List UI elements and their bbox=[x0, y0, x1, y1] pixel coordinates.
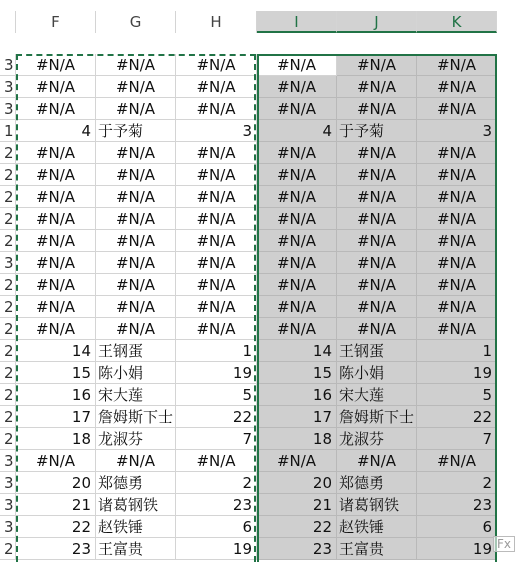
cell-h[interactable]: 5 bbox=[176, 384, 257, 406]
cell-f[interactable]: 4 bbox=[16, 120, 96, 142]
frozen-gap-row bbox=[0, 33, 529, 54]
row-number-cell[interactable]: 3 bbox=[0, 472, 16, 494]
cell-j[interactable]: #N/A bbox=[337, 186, 417, 208]
cell-h[interactable]: #N/A bbox=[176, 230, 257, 252]
cell-f[interactable]: 14 bbox=[16, 340, 96, 362]
cell-f[interactable]: #N/A bbox=[16, 164, 96, 186]
column-header-row bbox=[0, 11, 529, 34]
cell-i[interactable]: #N/A bbox=[257, 208, 337, 230]
cell-g[interactable]: #N/A bbox=[96, 98, 176, 120]
cell-i[interactable]: #N/A bbox=[257, 186, 337, 208]
cell-k[interactable]: #N/A bbox=[417, 252, 497, 274]
row-number-cell[interactable]: 3 bbox=[0, 516, 16, 538]
cell-h[interactable]: 6 bbox=[176, 516, 257, 538]
cell-k[interactable]: 3 bbox=[417, 120, 497, 142]
cell-j[interactable]: #N/A bbox=[337, 164, 417, 186]
cell-g[interactable]: #N/A bbox=[96, 54, 176, 76]
cell-f[interactable]: #N/A bbox=[16, 208, 96, 230]
cell-f[interactable]: #N/A bbox=[16, 318, 96, 340]
cell-i[interactable]: 20 bbox=[257, 472, 337, 494]
cell-k[interactable]: #N/A bbox=[417, 450, 497, 472]
cell-k[interactable]: #N/A bbox=[417, 98, 497, 120]
cell-j[interactable]: #N/A bbox=[337, 296, 417, 318]
row-number-cell[interactable]: 3 bbox=[0, 450, 16, 472]
row-number-cell[interactable]: 2 bbox=[0, 296, 16, 318]
cell-k[interactable]: 23 bbox=[417, 494, 497, 516]
cell-g[interactable]: #N/A bbox=[96, 142, 176, 164]
cell-g[interactable]: #N/A bbox=[96, 208, 176, 230]
cell-j[interactable]: #N/A bbox=[337, 76, 417, 98]
cell-g[interactable]: 王钢蛋 bbox=[96, 340, 176, 362]
row-number-cell[interactable]: 2 bbox=[0, 142, 16, 164]
grid-right-margin bbox=[497, 33, 529, 562]
cell-j[interactable]: 郑德勇 bbox=[337, 472, 417, 494]
cell-i[interactable]: #N/A bbox=[257, 252, 337, 274]
cell-j[interactable]: 宋大莲 bbox=[337, 384, 417, 406]
cell-k[interactable]: #N/A bbox=[417, 296, 497, 318]
cell-j[interactable]: 詹姆斯下士 bbox=[337, 406, 417, 428]
cell-i[interactable]: #N/A bbox=[257, 164, 337, 186]
cell-i[interactable]: #N/A bbox=[257, 54, 337, 76]
cell-k[interactable]: 22 bbox=[417, 406, 497, 428]
cell-h[interactable]: #N/A bbox=[176, 450, 257, 472]
cell-f[interactable]: #N/A bbox=[16, 54, 96, 76]
cell-h[interactable]: 19 bbox=[176, 538, 257, 560]
cell-k[interactable]: 2 bbox=[417, 472, 497, 494]
cell-i[interactable]: #N/A bbox=[257, 296, 337, 318]
cell-i[interactable]: #N/A bbox=[257, 318, 337, 340]
cell-f[interactable]: 21 bbox=[16, 494, 96, 516]
cell-j[interactable]: #N/A bbox=[337, 318, 417, 340]
row-number-cell[interactable]: 1 bbox=[0, 120, 16, 142]
cell-h[interactable]: #N/A bbox=[176, 54, 257, 76]
cell-i[interactable]: 21 bbox=[257, 494, 337, 516]
cell-j[interactable]: #N/A bbox=[337, 274, 417, 296]
row-number-cell[interactable]: 2 bbox=[0, 318, 16, 340]
cell-j[interactable]: 于予菊 bbox=[337, 120, 417, 142]
cell-g[interactable]: 宋大莲 bbox=[96, 384, 176, 406]
cell-k[interactable]: 7 bbox=[417, 428, 497, 450]
cell-i[interactable]: #N/A bbox=[257, 274, 337, 296]
row-number-cell[interactable]: 2 bbox=[0, 208, 16, 230]
cell-g[interactable]: #N/A bbox=[96, 164, 176, 186]
cell-g[interactable]: 于予菊 bbox=[96, 120, 176, 142]
cell-f[interactable]: #N/A bbox=[16, 98, 96, 120]
column-header-f[interactable]: F bbox=[16, 11, 96, 33]
cell-i[interactable]: 14 bbox=[257, 340, 337, 362]
cell-h[interactable]: #N/A bbox=[176, 142, 257, 164]
watermark-badge: Fx bbox=[493, 536, 515, 552]
cell-f[interactable]: #N/A bbox=[16, 142, 96, 164]
cell-i[interactable]: 18 bbox=[257, 428, 337, 450]
cell-j[interactable]: 王富贵 bbox=[337, 538, 417, 560]
cell-j[interactable]: #N/A bbox=[337, 230, 417, 252]
cell-h[interactable]: #N/A bbox=[176, 98, 257, 120]
cell-h[interactable]: #N/A bbox=[176, 274, 257, 296]
cell-j[interactable]: #N/A bbox=[337, 252, 417, 274]
cell-h[interactable]: 3 bbox=[176, 120, 257, 142]
cell-j[interactable]: 诸葛钢铁 bbox=[337, 494, 417, 516]
cell-h[interactable]: 23 bbox=[176, 494, 257, 516]
row-number-cell[interactable]: 2 bbox=[0, 164, 16, 186]
cell-k[interactable]: 5 bbox=[417, 384, 497, 406]
column-header-g[interactable]: G bbox=[96, 11, 176, 33]
cell-k[interactable]: #N/A bbox=[417, 54, 497, 76]
cell-f[interactable]: 16 bbox=[16, 384, 96, 406]
row-number-cell[interactable]: 2 bbox=[0, 340, 16, 362]
row-number-cell[interactable]: 2 bbox=[0, 384, 16, 406]
cell-h[interactable]: #N/A bbox=[176, 76, 257, 98]
cell-k[interactable]: #N/A bbox=[417, 318, 497, 340]
cell-f[interactable]: #N/A bbox=[16, 230, 96, 252]
cell-h[interactable]: 19 bbox=[176, 362, 257, 384]
cell-g[interactable]: 郑德勇 bbox=[96, 472, 176, 494]
row-number-cell[interactable]: 3 bbox=[0, 98, 16, 120]
column-header-j[interactable]: J bbox=[337, 11, 417, 33]
column-header-h[interactable]: H bbox=[176, 11, 257, 33]
cell-i[interactable]: #N/A bbox=[257, 142, 337, 164]
cell-k[interactable]: #N/A bbox=[417, 186, 497, 208]
row-number-cell[interactable]: 2 bbox=[0, 538, 16, 560]
cell-f[interactable]: #N/A bbox=[16, 450, 96, 472]
cell-j[interactable]: 龙淑芬 bbox=[337, 428, 417, 450]
cell-f[interactable]: #N/A bbox=[16, 76, 96, 98]
cell-g[interactable]: 诸葛钢铁 bbox=[96, 494, 176, 516]
cell-i[interactable]: #N/A bbox=[257, 450, 337, 472]
cell-g[interactable]: #N/A bbox=[96, 318, 176, 340]
cell-i[interactable]: #N/A bbox=[257, 98, 337, 120]
cell-i[interactable]: 23 bbox=[257, 538, 337, 560]
cell-j[interactable]: 陈小娟 bbox=[337, 362, 417, 384]
cell-j[interactable]: 赵铁锤 bbox=[337, 516, 417, 538]
cell-f[interactable]: #N/A bbox=[16, 252, 96, 274]
cell-g[interactable]: #N/A bbox=[96, 252, 176, 274]
cell-f[interactable]: 17 bbox=[16, 406, 96, 428]
cell-h[interactable]: 1 bbox=[176, 340, 257, 362]
row-number-cell[interactable]: 2 bbox=[0, 406, 16, 428]
row-number-cell[interactable]: 3 bbox=[0, 76, 16, 98]
cell-h[interactable]: #N/A bbox=[176, 252, 257, 274]
cell-h[interactable]: 22 bbox=[176, 406, 257, 428]
cell-k[interactable]: #N/A bbox=[417, 142, 497, 164]
cell-k[interactable]: 19 bbox=[417, 362, 497, 384]
row-number-cell[interactable]: 2 bbox=[0, 362, 16, 384]
cell-k[interactable]: #N/A bbox=[417, 208, 497, 230]
cell-g[interactable]: #N/A bbox=[96, 76, 176, 98]
cell-f[interactable]: #N/A bbox=[16, 274, 96, 296]
cell-j[interactable]: #N/A bbox=[337, 208, 417, 230]
cell-k[interactable]: #N/A bbox=[417, 164, 497, 186]
cell-h[interactable]: #N/A bbox=[176, 186, 257, 208]
cell-f[interactable]: 23 bbox=[16, 538, 96, 560]
cell-i[interactable]: 15 bbox=[257, 362, 337, 384]
cell-j[interactable]: #N/A bbox=[337, 54, 417, 76]
cell-g[interactable]: #N/A bbox=[96, 296, 176, 318]
row-number-cell[interactable]: 3 bbox=[0, 54, 16, 76]
cell-g[interactable]: 龙淑芬 bbox=[96, 428, 176, 450]
row-number-cell[interactable]: 2 bbox=[0, 428, 16, 450]
cell-k[interactable]: #N/A bbox=[417, 230, 497, 252]
cell-h[interactable]: #N/A bbox=[176, 296, 257, 318]
row-number-cell[interactable]: 3 bbox=[0, 494, 16, 516]
cell-j[interactable]: #N/A bbox=[337, 142, 417, 164]
cell-g[interactable]: 赵铁锤 bbox=[96, 516, 176, 538]
row-number-cell[interactable]: 2 bbox=[0, 274, 16, 296]
cell-h[interactable]: 2 bbox=[176, 472, 257, 494]
cell-f[interactable]: 18 bbox=[16, 428, 96, 450]
cell-k[interactable]: 19 bbox=[417, 538, 497, 560]
cell-g[interactable]: #N/A bbox=[96, 186, 176, 208]
cell-f[interactable]: 20 bbox=[16, 472, 96, 494]
cell-i[interactable]: 16 bbox=[257, 384, 337, 406]
cell-j[interactable]: 王钢蛋 bbox=[337, 340, 417, 362]
cell-h[interactable]: #N/A bbox=[176, 208, 257, 230]
cell-j[interactable]: #N/A bbox=[337, 450, 417, 472]
cell-g[interactable]: 王富贵 bbox=[96, 538, 176, 560]
cell-k[interactable]: 1 bbox=[417, 340, 497, 362]
cell-h[interactable]: #N/A bbox=[176, 318, 257, 340]
cell-g[interactable]: #N/A bbox=[96, 274, 176, 296]
cell-g[interactable]: 詹姆斯下士 bbox=[96, 406, 176, 428]
column-header-i[interactable]: I bbox=[257, 11, 337, 33]
cell-i[interactable]: 22 bbox=[257, 516, 337, 538]
cell-f[interactable]: #N/A bbox=[16, 186, 96, 208]
cell-f[interactable]: 22 bbox=[16, 516, 96, 538]
row-number-cell[interactable]: 2 bbox=[0, 230, 16, 252]
row-number-cell[interactable]: 3 bbox=[0, 252, 16, 274]
cell-i[interactable]: #N/A bbox=[257, 230, 337, 252]
cell-g[interactable]: #N/A bbox=[96, 230, 176, 252]
cell-g[interactable]: 陈小娟 bbox=[96, 362, 176, 384]
cell-f[interactable]: #N/A bbox=[16, 296, 96, 318]
cell-i[interactable]: 17 bbox=[257, 406, 337, 428]
cell-k[interactable]: 6 bbox=[417, 516, 497, 538]
row-number-cell[interactable]: 2 bbox=[0, 186, 16, 208]
cell-j[interactable]: #N/A bbox=[337, 98, 417, 120]
cell-k[interactable]: #N/A bbox=[417, 274, 497, 296]
cell-h[interactable]: 7 bbox=[176, 428, 257, 450]
row-header-corner bbox=[0, 11, 16, 33]
cell-g[interactable]: #N/A bbox=[96, 450, 176, 472]
cell-h[interactable]: #N/A bbox=[176, 164, 257, 186]
cell-i[interactable]: #N/A bbox=[257, 76, 337, 98]
cell-i[interactable]: 4 bbox=[257, 120, 337, 142]
column-header-k[interactable]: K bbox=[417, 11, 497, 33]
cell-k[interactable]: #N/A bbox=[417, 76, 497, 98]
cell-f[interactable]: 15 bbox=[16, 362, 96, 384]
